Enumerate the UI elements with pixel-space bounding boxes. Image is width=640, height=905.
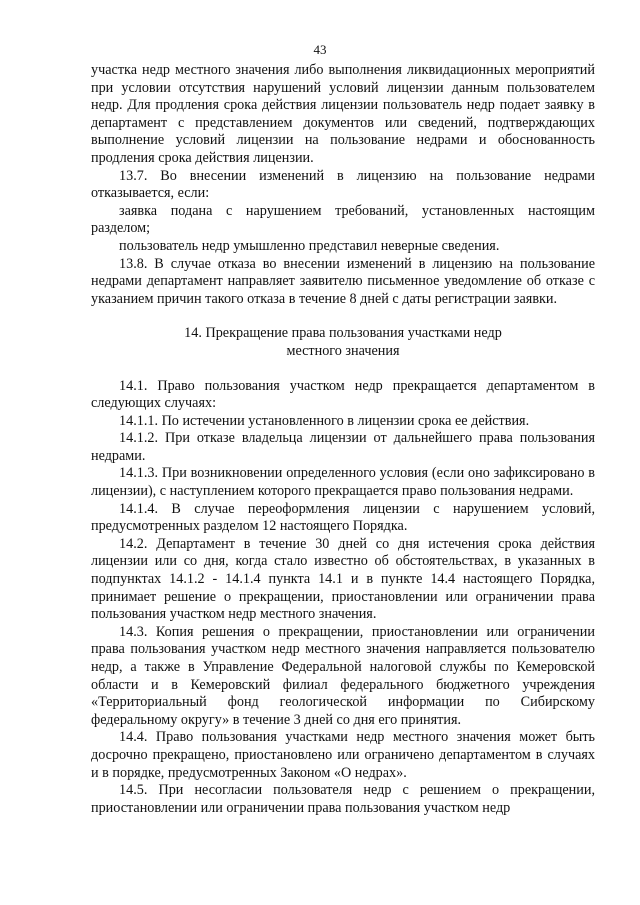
paragraph-14-1-1: 14.1.1. По истечении установленного в лицензии срока ее действия. [119,412,530,429]
paragraph-13-7-item-2: пользователь недр умышленно представил неверные сведения. [119,237,500,254]
paragraph-14-1-4: 14.1.4. В случае переоформления лицензии с нарушением условий, предусмотренных разделом 12 настоящего Порядка. [91,500,595,535]
paragraph-14-1-3: 14.1.3. При возникновении определенного условия (если оно зафиксировано в лицензии), с наступлением которого прекращается право пользования недрами. [91,465,595,500]
page-body [91,62,595,817]
paragraph-continuation: участка недр местного значения либо выполнения ликвидационных мероприятий при условии отсутствия нарушений условий лицензии данным пользователем недр. Для продления срока действия лицензии пользователь недр подает заявку в департамент с представлением документов или сведений, подтверждающих выполнение условий лицензии на пользование недрами и обоснованность продления срока действия лицензии. [91,62,595,166]
paragraph-13-8: 13.8. В случае отказа во внесении изменений в лицензию на пользование недрами департамент направляет заявителю письменное уведомление об отказе с указанием причин такого отказа в течение 8 дней с даты регистрации заявки. [91,255,595,307]
paragraph-14-3: 14.3. Копия решения о прекращении, приостановлении или ограничении права пользования участком недр местного значения направляется пользователю недр, а также в Управление Федеральной налоговой службы по Кемеровской области и в Кемеровский филиал федерального бюджетного учреждения «Территориальный фонд геологической информации по Сибирскому федеральному округу» в течение 3 дней со дня его принятия. [91,623,595,728]
paragraph-14-2: 14.2. Департамент в течение 30 дней со дня истечения срока действия лицензии или со дня, когда стало известно об обстоятельствах, в указанных в подпунктах 14.1.2 - 14.1.4 пункта 14.1 и в пункте 14.4 настоящего Порядка, принимает решение о прекращении, приостановлении или ограничении права пользования участком недр местного значения. [91,535,595,623]
paragraph-14-5: 14.5. При несогласии пользователя недр с решением о прекращении, приостановлении или ограничении права пользования участком недр [91,782,595,816]
paragraph-13-7-item-1: заявка подана с нарушением требований, установленных настоящим разделом; [91,202,595,237]
spacer [91,308,595,325]
paragraph-14-1-2: 14.1.2. При отказе владельца лицензии от дальнейшего права пользования недрами. [91,430,595,464]
section-heading: 14. Прекращение права пользования участками недр местного значения [184,325,502,359]
spacer [91,361,595,378]
paragraph-13-7: 13.7. Во внесении изменений в лицензию на пользование недрами отказывается, если: [91,167,595,202]
paragraph-14-4: 14.4. Право пользования участками недр местного значения может быть досрочно прекращено, приостановлено или ограничено департаментом в случаях и в порядке, предусмотренных Законом «О недрах». [91,729,595,781]
page-number: 43 [313,42,327,57]
paragraph-14-1: 14.1. Право пользования участком недр прекращается департаментом в следующих случаях: [91,377,595,412]
